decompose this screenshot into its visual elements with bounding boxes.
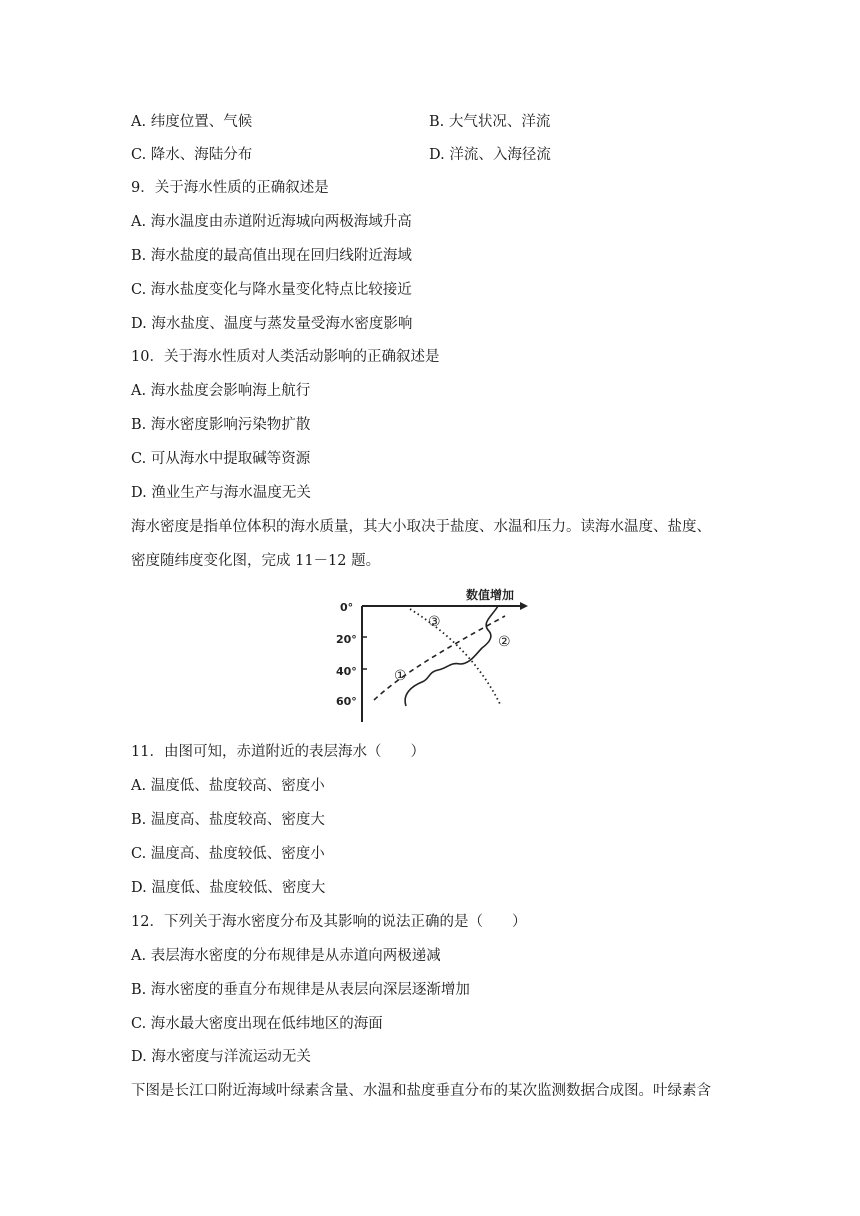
q8-option-c: C. 降水、海陆分布 — [131, 147, 253, 163]
q11-option-b: B. 温度高、盐度较高、密度大 — [131, 812, 325, 828]
q8-option-b: B. 大气状况、洋流 — [429, 114, 551, 130]
q12-stem: 12．下列关于海水密度分布及其影响的说法正确的是（ ） — [131, 914, 527, 930]
q10-option-d: D. 渔业生产与海水温度无关 — [131, 485, 311, 501]
curve-label-3: ③ — [428, 614, 441, 630]
q9-stem: 9．关于海水性质的正确叙述是 — [131, 180, 329, 196]
intro-paragraph-line-1: 海水密度是指单位体积的海水质量，其大小取决于盐度、水温和压力。读海水温度、盐度、 — [131, 519, 711, 535]
q12-option-b: B. 海水密度的垂直分布规律是从表层向深层逐渐增加 — [131, 982, 470, 998]
q11-stem: 11．由图可知，赤道附近的表层海水（ ） — [131, 744, 425, 760]
q10-option-b: B. 海水密度影响污染物扩散 — [131, 417, 311, 433]
q10-stem: 10．关于海水性质对人类活动影响的正确叙述是 — [131, 349, 440, 365]
axis-label: 数值增加 — [466, 588, 515, 602]
q9-option-a: A. 海水温度由赤道附近海城向两极海域升高 — [131, 214, 412, 230]
lat-label-0: 0° — [340, 601, 354, 614]
curve-label-1: ① — [394, 668, 407, 684]
lat-label-20: 20° — [336, 633, 357, 646]
intro2-paragraph-line-1: 下图是长江口附近海域叶绿素含量、水温和盐度垂直分布的某次监测数据合成图。叶绿素含 — [131, 1083, 711, 1099]
latitude-variation-figure — [330, 584, 530, 724]
curve-2 — [405, 606, 498, 706]
x-axis-arrow — [520, 602, 528, 610]
curve-label-2: ② — [498, 634, 511, 650]
lat-label-40: 40° — [336, 665, 357, 678]
q11-option-a: A. 温度低、盐度较高、密度小 — [131, 778, 325, 794]
q10-option-c: C. 可从海水中提取碱等资源 — [131, 451, 311, 467]
q9-option-d: D. 海水盐度、温度与蒸发量受海水密度影响 — [131, 316, 413, 332]
q11-option-d: D. 温度低、盐度较低、密度大 — [131, 880, 326, 896]
q12-option-d: D. 海水密度与洋流运动无关 — [131, 1049, 311, 1065]
q12-option-c: C. 海水最大密度出现在低纬地区的海面 — [131, 1016, 383, 1032]
lat-label-60: 60° — [336, 695, 357, 708]
q9-option-c: C. 海水盐度变化与降水量变化特点比较接近 — [131, 282, 412, 298]
q9-option-b: B. 海水盐度的最高值出现在回归线附近海域 — [131, 248, 412, 264]
q11-option-c: C. 温度高、盐度较低、密度小 — [131, 846, 325, 862]
intro-paragraph-line-2: 密度随纬度变化图，完成 11－12 题。 — [131, 553, 381, 569]
q8-option-d: D. 洋流、入海径流 — [429, 147, 551, 163]
q8-option-a: A. 纬度位置、气候 — [131, 114, 253, 130]
q12-option-a: A. 表层海水密度的分布规律是从赤道向两极递减 — [131, 948, 441, 964]
q10-option-a: A. 海水盐度会影响海上航行 — [131, 383, 311, 399]
